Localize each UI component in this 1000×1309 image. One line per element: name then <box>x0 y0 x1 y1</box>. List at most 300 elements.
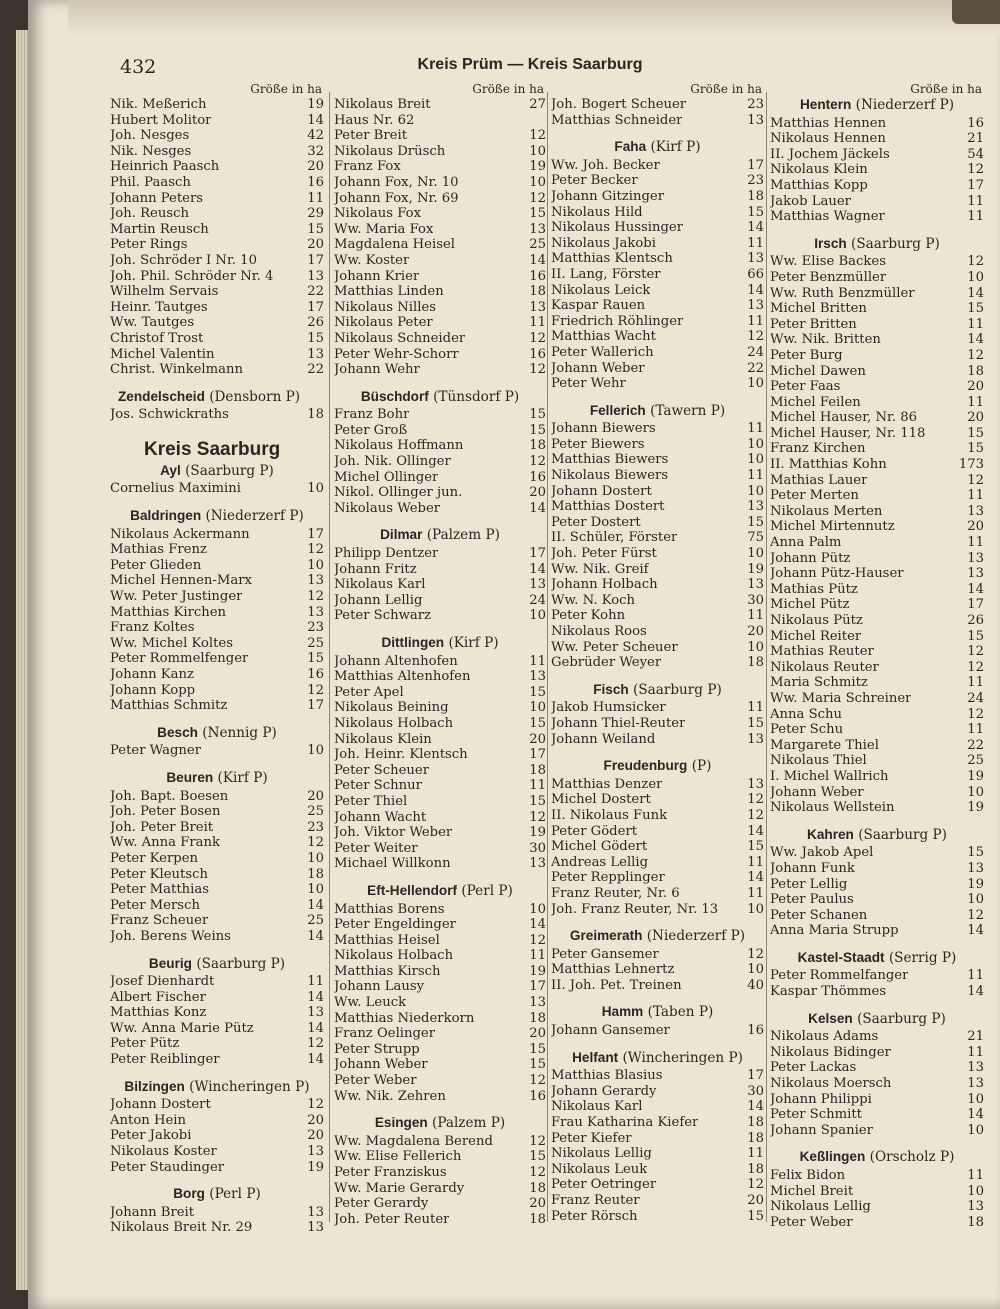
holding-size: 14 <box>307 989 324 1005</box>
holder-name: Matthias Wagner <box>770 209 885 225</box>
holding-size: 15 <box>529 793 546 809</box>
holder-name: Johann Pütz-Hauser <box>770 566 904 582</box>
holder-name: Ww. Michel Koltes <box>110 635 233 651</box>
place-heading <box>770 950 984 967</box>
place-heading <box>334 883 546 900</box>
holding-size: 18 <box>747 1130 764 1146</box>
holding-size: 17 <box>307 698 324 714</box>
list-item <box>551 777 764 793</box>
place-name: Kelsen <box>808 1010 853 1026</box>
holding-size: 18 <box>747 1161 764 1177</box>
list-item <box>551 1131 764 1147</box>
holder-name: Johann Spanier <box>770 1122 873 1138</box>
place-heading <box>770 827 984 844</box>
holding-size: 11 <box>967 316 984 332</box>
list-item <box>770 923 984 939</box>
holder-name: Mathias Pütz <box>770 581 858 597</box>
holder-name: Peter Wehr-Schorr <box>334 346 459 362</box>
holder-name: Johann Biewers <box>551 421 656 437</box>
list-item <box>110 222 324 238</box>
place-name: Baldringen <box>130 508 202 524</box>
place-heading <box>334 635 546 652</box>
holder-name: Michel Dawen <box>770 363 866 379</box>
list-item <box>110 1144 324 1160</box>
place-name: Beuren <box>166 769 214 785</box>
holder-name: Michel Ollinger <box>334 469 439 485</box>
list-item <box>110 481 324 497</box>
holding-size: 20 <box>529 1026 546 1042</box>
list-item <box>770 1076 984 1092</box>
list-item <box>551 577 764 593</box>
list-item <box>334 948 546 964</box>
list-item <box>770 254 984 270</box>
holder-name: Johann Holbach <box>551 577 658 593</box>
holder-name: Ww. Marie Gerardy <box>334 1180 465 1196</box>
post-office: (Kirf P) <box>217 769 268 786</box>
holding-size: 15 <box>529 684 546 700</box>
holder-name: Ww. Peter Scheuer <box>551 639 678 655</box>
holding-size: 42 <box>307 128 324 144</box>
holding-size: 12 <box>529 1073 546 1089</box>
holding-size: 10 <box>307 481 324 497</box>
list-item <box>551 716 764 732</box>
holding-size: 10 <box>307 743 324 759</box>
holding-size: 20 <box>967 379 984 395</box>
place-name: Büschdorf <box>360 388 429 404</box>
holder-name: Matthias Dostert <box>551 499 665 515</box>
holder-name: Matthias Kirchen <box>110 604 227 620</box>
holder-name: Nikolaus Drüsch <box>334 143 446 159</box>
place-name: Esingen <box>374 1115 428 1131</box>
place-name: Bilzingen <box>124 1078 185 1094</box>
post-office: (Saarburg P) <box>633 681 722 698</box>
holding-size: 12 <box>529 1165 546 1180</box>
list-item <box>770 908 984 924</box>
holder-name: Andreas Lellig <box>551 854 649 870</box>
post-office: (Saarburg P) <box>857 1010 946 1027</box>
holding-size: 14 <box>967 984 984 1000</box>
list-item <box>770 364 984 380</box>
list-item <box>551 1146 764 1162</box>
holder-name: Peter Schu <box>770 722 844 738</box>
post-office: (Nennig P) <box>202 724 277 741</box>
holder-name: Phil. Paasch <box>110 174 191 190</box>
holding-size: 23 <box>747 173 764 189</box>
list-item <box>551 808 764 824</box>
list-item <box>770 301 984 317</box>
holder-name: Peter Gödert <box>551 823 638 839</box>
holder-name: Anna Palm <box>770 535 842 551</box>
holder-name: Joh. Nesges <box>110 128 190 144</box>
list-item <box>334 747 546 763</box>
list-item <box>334 841 546 857</box>
holder-name: Johann Weber <box>334 1057 428 1073</box>
list-item <box>551 855 764 871</box>
holder-name: Peter Schwarz <box>334 608 431 624</box>
list-item <box>551 1115 764 1131</box>
holder-name: Nikolaus Jakobi <box>551 235 656 251</box>
holder-name: Peter Dostert <box>551 514 641 530</box>
list-item <box>551 236 764 252</box>
list-item <box>334 438 546 454</box>
holder-name: Josef Dienhardt <box>110 974 215 990</box>
list-item <box>551 1023 764 1039</box>
holder-name: Franz Fox <box>334 159 401 175</box>
holding-size: 12 <box>747 329 764 345</box>
place-heading <box>110 463 324 480</box>
list-item <box>770 488 984 504</box>
holder-name: Kaspar Thömmes <box>770 984 887 1000</box>
holding-size: 19 <box>747 561 764 577</box>
holder-name: Nikolaus Lellig <box>770 1199 871 1215</box>
list-item <box>770 1199 984 1215</box>
holding-size: 17 <box>529 546 546 562</box>
holder-name: Matthias Lehnertz <box>551 962 675 978</box>
holder-name: Nikolaus Karl <box>334 577 426 593</box>
list-item <box>334 485 546 501</box>
holding-size: 11 <box>967 535 984 551</box>
place-heading <box>110 770 324 787</box>
holding-size: 13 <box>529 669 546 685</box>
list-item <box>110 128 324 144</box>
holder-name: Joh. Peter Breit <box>110 819 214 835</box>
list-item <box>110 1052 324 1068</box>
holder-name: Nikolaus Thiel <box>770 753 867 769</box>
holding-size: 13 <box>529 221 546 237</box>
holding-size: 15 <box>967 441 984 457</box>
holding-size: 10 <box>747 483 764 499</box>
post-office: (Orscholz P) <box>869 1149 955 1166</box>
holder-name: Matthias Hennen <box>770 115 887 131</box>
holding-size: 12 <box>529 809 546 825</box>
size-header: Größe in ha <box>910 82 982 96</box>
list-item <box>334 1057 546 1073</box>
holder-name: Peter Reiblinger <box>110 1052 220 1068</box>
holder-name: Peter Wallerich <box>551 344 654 360</box>
holding-size: 22 <box>967 737 984 753</box>
holder-name: Nikolaus Ackermann <box>110 526 250 542</box>
holding-size: 14 <box>529 561 546 577</box>
holding-size: 12 <box>529 1133 546 1149</box>
holder-name: Cornelius Maximini <box>110 481 241 497</box>
holder-name: Nikolaus Hennen <box>770 131 886 147</box>
list-item <box>334 454 546 470</box>
holder-name: Peter Becker <box>551 173 638 189</box>
holder-name: Johann Breit <box>110 1204 195 1220</box>
list-item <box>551 700 764 716</box>
list-item <box>770 644 984 660</box>
list-item <box>334 159 546 175</box>
place-name: Hentern <box>799 97 852 112</box>
list-item <box>110 558 324 574</box>
holder-name: Matthias Schneider <box>551 112 683 128</box>
list-item <box>551 608 764 624</box>
holder-name: Peter Thiel <box>334 793 408 809</box>
holding-size: 13 <box>307 1220 324 1236</box>
holder-name: Nikolaus Karl <box>551 1099 643 1115</box>
holding-size: 13 <box>529 299 546 315</box>
holding-size: 14 <box>747 870 764 886</box>
holding-size: 10 <box>747 546 764 562</box>
list-item <box>770 194 984 210</box>
list-item <box>110 667 324 683</box>
holder-name: Ww. Joh. Becker <box>551 157 660 173</box>
holder-name: Maria Schmitz <box>770 675 868 691</box>
holding-size: 40 <box>747 977 764 993</box>
holder-name: Johann Fritz <box>334 561 417 577</box>
holding-size: 20 <box>529 731 546 747</box>
holding-size: 14 <box>529 917 546 933</box>
holding-size: 11 <box>967 968 984 984</box>
list-item <box>770 613 984 629</box>
holding-size: 11 <box>967 1168 984 1183</box>
holder-name: Christ. Winkelmann <box>110 362 243 378</box>
holder-name: Wilhelm Servais <box>110 284 219 300</box>
list-item <box>551 947 764 963</box>
holder-name: Mathias Lauer <box>770 472 868 488</box>
holding-size: 18 <box>529 284 546 300</box>
holder-name: Matthias Heisel <box>334 932 440 948</box>
holding-size: 16 <box>307 667 324 682</box>
holding-size: 23 <box>747 97 764 112</box>
holding-size: 27 <box>529 97 546 112</box>
holding-size: 14 <box>529 500 546 516</box>
holding-size: 11 <box>529 653 546 669</box>
list-item <box>334 654 546 670</box>
list-item <box>110 1220 324 1236</box>
holder-name: Nikolaus Hussinger <box>551 220 684 236</box>
holding-size: 11 <box>529 315 546 331</box>
holding-size: 12 <box>529 128 546 144</box>
list-item <box>334 222 546 238</box>
holding-size: 14 <box>529 252 546 268</box>
place-heading <box>334 527 546 544</box>
holder-name: Michel Hauser, Nr. 118 <box>770 425 926 441</box>
holding-size: 10 <box>307 882 324 898</box>
holder-name: Michel Valentin <box>110 346 215 362</box>
holder-name: Matthias Denzer <box>551 776 663 792</box>
list-item <box>110 331 324 347</box>
holding-size: 19 <box>967 800 984 816</box>
holding-size: 18 <box>529 1211 546 1227</box>
list-item <box>334 856 546 872</box>
book-spine-corner <box>952 0 1000 24</box>
holding-size: 173 <box>958 457 984 473</box>
holder-name: Johann Altenhofen <box>334 653 458 669</box>
list-item <box>110 929 324 945</box>
list-item <box>551 1209 764 1225</box>
holder-name: Peter Repplinger <box>551 870 665 886</box>
holder-name: Johann Gerardy <box>551 1083 657 1099</box>
holding-size: 13 <box>307 1204 324 1220</box>
list-item <box>551 839 764 855</box>
holding-size: 16 <box>529 346 546 362</box>
post-office: (Kirf P) <box>448 635 499 651</box>
holder-name: Peter Apel <box>334 684 404 700</box>
list-item <box>334 128 546 144</box>
holder-name: Peter Oetringer <box>551 1177 657 1193</box>
holding-size: 17 <box>529 747 546 763</box>
holder-name: Johann Lausy <box>334 979 425 995</box>
list-item <box>110 527 324 543</box>
list-item <box>770 504 984 520</box>
holding-size: 24 <box>967 690 984 706</box>
holder-name: Johann Weber <box>770 784 864 800</box>
holder-name: Peter Rörsch <box>551 1208 638 1224</box>
holder-name: Albert Fischer <box>110 989 206 1005</box>
holding-size: 13 <box>747 731 764 747</box>
post-office: (Taben P) <box>647 1004 714 1021</box>
holder-name: Ww. Anna Frank <box>110 835 221 851</box>
holding-size: 13 <box>307 346 324 362</box>
holding-size: 10 <box>307 850 324 866</box>
holding-size: 11 <box>967 1044 984 1060</box>
place-heading <box>334 389 546 406</box>
holding-size: 15 <box>967 425 984 441</box>
list-item <box>334 1165 546 1181</box>
list-item <box>770 551 984 567</box>
list-item <box>551 267 764 283</box>
holding-size: 14 <box>307 897 324 913</box>
holder-name: Johann Gansemer <box>551 1023 670 1039</box>
holder-name: Frau Katharina Kiefer <box>551 1115 699 1131</box>
holding-size: 19 <box>529 963 546 979</box>
list-item <box>551 1084 764 1100</box>
list-item <box>551 361 764 377</box>
list-item <box>770 535 984 551</box>
holding-size: 20 <box>307 237 324 253</box>
holding-size: 18 <box>747 188 764 204</box>
holder-name: Peter Kiefer <box>551 1130 632 1146</box>
list-item <box>770 426 984 442</box>
holding-size: 13 <box>529 856 546 872</box>
list-item <box>110 269 324 285</box>
list-item <box>334 284 546 300</box>
place-name: Fellerich <box>589 402 646 418</box>
size-header: Größe in ha <box>472 82 544 96</box>
holder-name: Peter Glieden <box>110 557 202 573</box>
holding-size: 19 <box>529 159 546 175</box>
list-item <box>334 300 546 316</box>
holding-size: 10 <box>967 1122 984 1138</box>
list-item <box>551 97 764 113</box>
list-item <box>110 175 324 191</box>
holder-name: Franz Koltes <box>110 620 195 636</box>
holder-name: Joh. Peter Fürst <box>551 546 657 562</box>
holder-name: Michel Britten <box>770 301 867 317</box>
holder-name: Franz Kirchen <box>770 441 866 457</box>
holder-name: II. Lang, Förster <box>551 266 661 282</box>
list-item <box>110 1128 324 1144</box>
holding-size: 15 <box>967 628 984 644</box>
list-item <box>551 468 764 484</box>
holder-name: Ww. Peter Justinger <box>110 589 243 605</box>
list-item <box>334 470 546 486</box>
holder-name: Matthias Kirsch <box>334 963 441 979</box>
post-office: (Wincheringen P) <box>189 1078 310 1095</box>
holder-name: Ww. Nik. Britten <box>770 332 881 348</box>
holder-name: Johann Weber <box>551 360 645 376</box>
holding-size: 18 <box>967 363 984 379</box>
list-item <box>334 732 546 748</box>
list-item <box>770 457 984 473</box>
list-item <box>110 851 324 867</box>
list-item <box>334 362 546 378</box>
list-item <box>334 97 546 113</box>
holding-size: 30 <box>747 1083 764 1099</box>
holding-size: 11 <box>967 675 984 691</box>
holder-name: Ww. Elise Fellerich <box>334 1149 462 1165</box>
holding-size: 20 <box>307 788 324 804</box>
list-item <box>110 347 324 363</box>
holder-name: Matthias Kopp <box>770 177 868 193</box>
list-item <box>551 113 764 129</box>
place-name: Eft-Hellendorf <box>367 882 458 898</box>
list-item <box>770 660 984 676</box>
place-heading <box>770 97 984 114</box>
list-item <box>551 314 764 330</box>
list-item <box>334 407 546 423</box>
holder-name: Nikolaus Hoffmann <box>334 438 464 454</box>
list-item <box>334 825 546 841</box>
holding-size: 15 <box>529 1041 546 1057</box>
place-heading <box>551 1050 764 1067</box>
holding-size: 11 <box>747 700 764 716</box>
holding-size: 13 <box>967 503 984 519</box>
holder-name: Joh. Franz Reuter, Nr. 13 <box>551 901 719 917</box>
holder-name: Matthias Schmitz <box>110 698 228 714</box>
holding-size: 17 <box>747 157 764 173</box>
holder-name: Matthias Altenhofen <box>334 669 471 685</box>
holding-size: 12 <box>529 362 546 378</box>
holding-size: 25 <box>307 804 324 820</box>
list-item <box>110 867 324 883</box>
list-item <box>110 882 324 898</box>
list-item <box>770 968 984 984</box>
holding-size: 12 <box>747 792 764 808</box>
holder-name: Johann Pütz <box>770 550 851 566</box>
holding-size: 15 <box>967 845 984 861</box>
list-item <box>334 113 546 129</box>
list-item <box>770 877 984 893</box>
holder-name: Joh. Reusch <box>110 206 189 222</box>
list-item <box>770 629 984 645</box>
holding-size <box>518 113 546 129</box>
holding-size: 25 <box>967 753 984 769</box>
list-item <box>770 722 984 738</box>
holding-size: 10 <box>529 901 546 917</box>
holding-size: 20 <box>747 624 764 639</box>
holding-size: 10 <box>967 784 984 800</box>
holder-name: Joh. Viktor Weber <box>334 825 453 841</box>
list-item <box>334 593 546 609</box>
list-item <box>551 978 764 994</box>
holder-name: Peter Faas <box>770 379 841 395</box>
holder-name: Peter Benzmüller <box>770 269 887 285</box>
list-item <box>551 437 764 453</box>
holder-name: Peter Wehr <box>551 376 626 392</box>
holding-size: 15 <box>307 651 324 667</box>
holder-name: Peter Scheuer <box>334 762 430 778</box>
holder-name: Johann Thiel-Reuter <box>551 715 686 731</box>
holding-size: 11 <box>967 394 984 410</box>
holding-size: 14 <box>967 581 984 597</box>
holder-name: Nikolaus Hild <box>551 204 643 220</box>
holder-name: Matthias Biewers <box>551 452 669 468</box>
list-item <box>110 159 324 175</box>
list-item <box>770 1123 984 1139</box>
running-head: Kreis Prüm — Kreis Saarburg <box>417 56 643 73</box>
